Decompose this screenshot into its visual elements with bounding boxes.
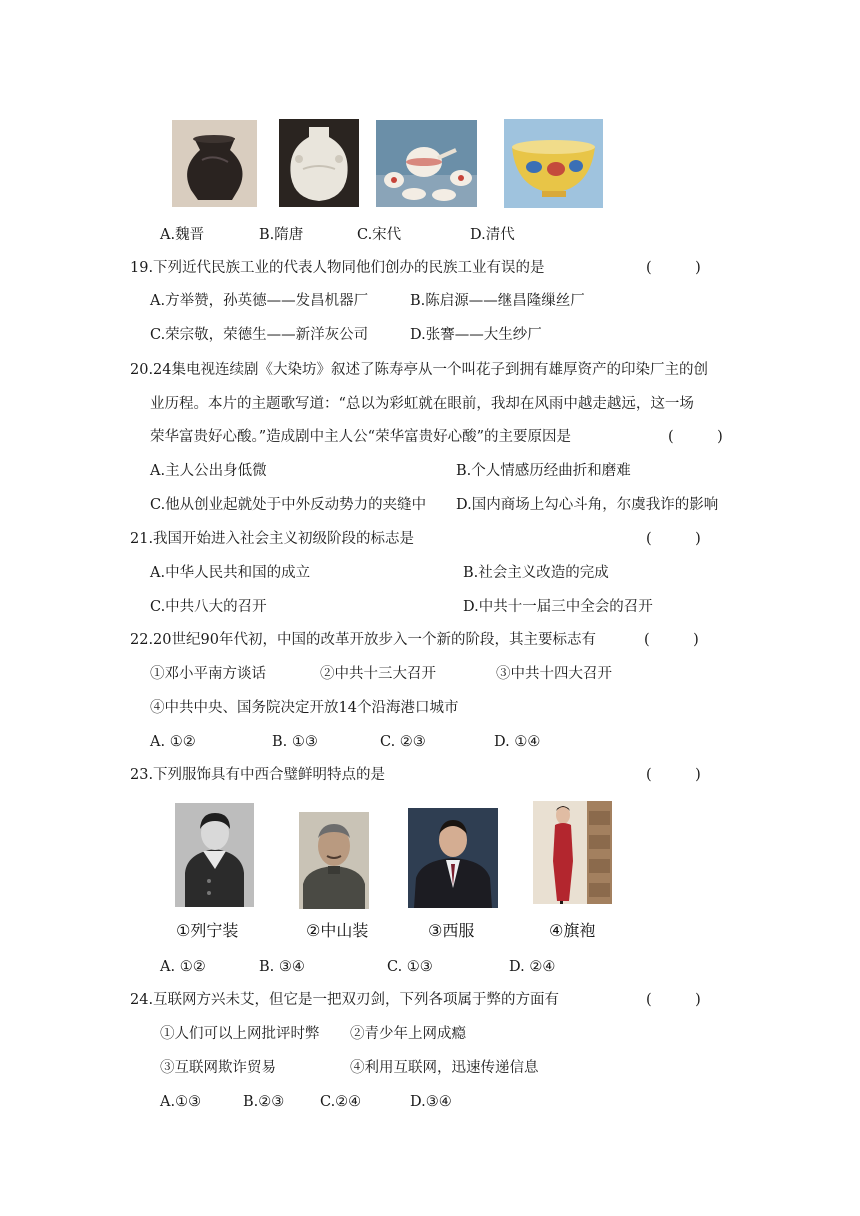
q22-option-a: A. ①② xyxy=(150,734,196,750)
q24-item-3: ③互联网欺诈贸易 xyxy=(160,1060,276,1076)
q24-option-b: B.②③ xyxy=(243,1094,285,1110)
q24-item-2: ②青少年上网成瘾 xyxy=(350,1026,466,1042)
q18-option-a: A.魏晋 xyxy=(160,227,205,243)
q24-item-4: ④利用互联网，迅速传递信息 xyxy=(350,1060,539,1076)
q18-option-d: D.清代 xyxy=(470,227,515,243)
q24-option-d: D.③④ xyxy=(410,1094,452,1110)
q21-option-a: A.中华人民共和国的成立 xyxy=(150,565,311,581)
q19-option-a: A.方举赞，孙英德——发昌机器厂 xyxy=(150,293,369,309)
q24-option-a: A.①③ xyxy=(160,1094,202,1110)
q20-stem-line-1: 20.24集电视连续剧《大染坊》叙述了陈寿亭从一个叫花子到拥有雄厚资产的印染厂主的创 xyxy=(130,362,709,378)
q23-caption-4: ④旗袍 xyxy=(549,921,596,940)
q18-option-c: C.宋代 xyxy=(357,227,402,243)
q19-option-d: D.张謇——大生纱厂 xyxy=(410,327,542,343)
q18-option-b: B.隋唐 xyxy=(259,227,304,243)
q20-stem-line-2: 业历程。本片的主题歌写道：“总以为彩虹就在眼前，我却在风雨中越走越远，这一场 xyxy=(150,396,694,412)
q22-item-2: ②中共十三大召开 xyxy=(320,666,436,682)
q23-image-lenin-suit xyxy=(175,803,254,907)
q23-stem: 23.下列服饰具有中西合璧鲜明特点的是 xyxy=(130,767,386,783)
q19-answer-blank: ( ) xyxy=(646,260,701,276)
q23-caption-3: ③西服 xyxy=(428,921,475,940)
q22-option-c: C. ②③ xyxy=(380,734,426,750)
q23-caption-1: ①列宁装 xyxy=(176,921,239,940)
q20-option-b: B.个人情感历经曲折和磨难 xyxy=(456,463,631,479)
q22-stem: 22.20世纪90年代初，中国的改革开放步入一个新的阶段，其主要标志有 xyxy=(130,632,596,648)
q21-answer-blank: ( ) xyxy=(646,531,701,547)
q20-stem-line-3: 荣华富贵好心酸。”造成剧中主人公“荣华富贵好心酸”的主要原因是 xyxy=(150,429,571,445)
q21-option-d: D.中共十一届三中全会的召开 xyxy=(463,599,653,615)
q19-stem: 19.下列近代民族工业的代表人物同他们创办的民族工业有误的是 xyxy=(130,260,545,276)
q24-option-c: C.②④ xyxy=(320,1094,362,1110)
q22-answer-blank: ( ) xyxy=(644,632,699,648)
q22-option-b: B. ①③ xyxy=(272,734,318,750)
q18-image-black-pottery-jar xyxy=(172,120,257,207)
q18-image-white-porcelain-vase xyxy=(279,119,359,207)
q23-option-b: B. ③④ xyxy=(259,959,305,975)
q24-answer-blank: ( ) xyxy=(646,992,701,1008)
q24-stem: 24.互联网方兴未艾，但它是一把双刃剑，下列各项属于弊的方面有 xyxy=(130,992,560,1008)
q23-caption-2: ②中山装 xyxy=(306,921,369,940)
q23-answer-blank: ( ) xyxy=(646,767,701,783)
q22-item-1: ①邓小平南方谈话 xyxy=(150,666,266,682)
q23-image-western-suit xyxy=(408,808,498,908)
q22-option-d: D. ①④ xyxy=(494,734,541,750)
q23-image-zhongshan-suit xyxy=(299,812,369,909)
q23-option-d: D. ②④ xyxy=(509,959,556,975)
q24-item-1: ①人们可以上网批评时弊 xyxy=(160,1026,320,1042)
q19-option-b: B.陈启源——继昌隆缫丝厂 xyxy=(410,293,585,309)
q18-image-enamel-tea-set xyxy=(376,120,477,207)
q21-option-b: B.社会主义改造的完成 xyxy=(463,565,609,581)
q20-option-c: C.他从创业起就处于中外反动势力的夹缝中 xyxy=(150,497,427,513)
q21-stem: 21.我国开始进入社会主义初级阶段的标志是 xyxy=(130,531,415,547)
q21-option-c: C.中共八大的召开 xyxy=(150,599,267,615)
q23-option-a: A. ①② xyxy=(160,959,206,975)
q22-item-3: ③中共十四大召开 xyxy=(496,666,612,682)
q20-option-a: A.主人公出身低微 xyxy=(150,463,267,479)
q20-answer-blank: ( ) xyxy=(668,429,723,445)
q18-image-painted-porcelain-bowl xyxy=(504,119,603,208)
q20-option-d: D.国内商场上勾心斗角，尔虞我诈的影响 xyxy=(456,497,719,513)
q19-option-c: C.荣宗敬，荣德生——新洋灰公司 xyxy=(150,327,369,343)
q22-item-4: ④中共中央、国务院决定开放14个沿海港口城市 xyxy=(150,700,459,716)
q23-image-qipao xyxy=(533,801,612,904)
q23-option-c: C. ①③ xyxy=(387,959,433,975)
